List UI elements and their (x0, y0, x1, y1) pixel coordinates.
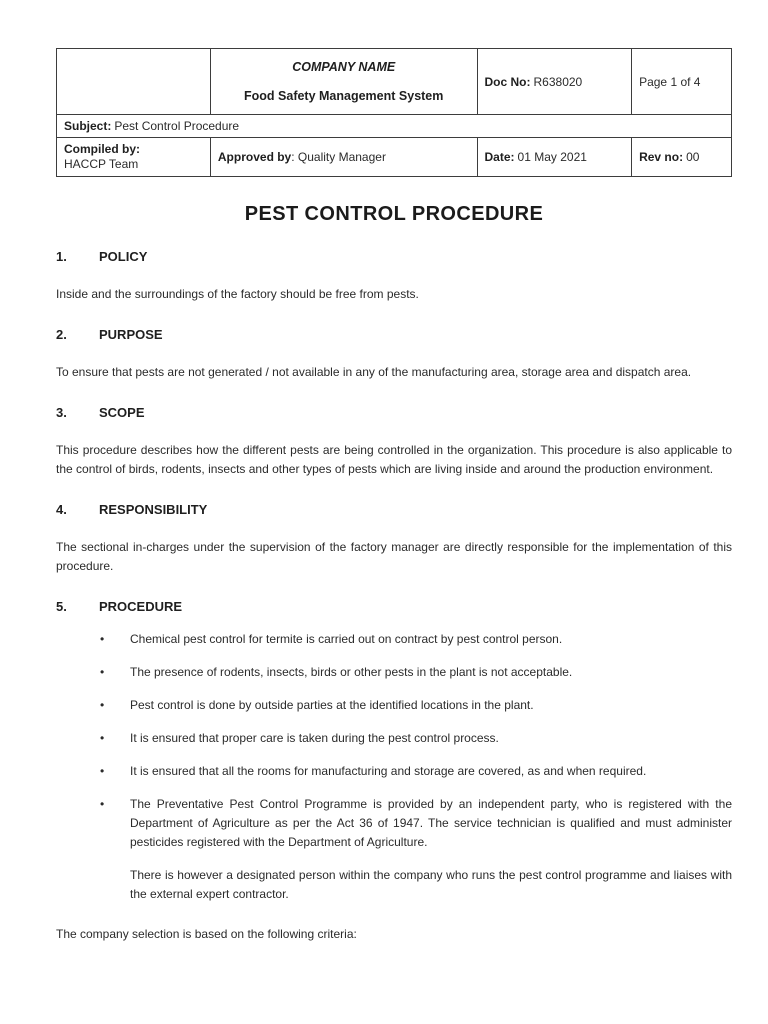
section-heading-label: RESPONSIBILITY (99, 502, 208, 517)
header-row-1 (57, 49, 732, 115)
bullet-icon: • (100, 665, 105, 679)
doc-no-value: R638020 (533, 74, 583, 89)
page-info-cell (632, 49, 732, 115)
system-name: Food Safety Management System (244, 89, 444, 103)
list-item (56, 795, 732, 852)
policy-paragraph: Inside and the surroundings of the factory should be free from pests. (56, 287, 419, 301)
approved-by-value: : Quality Manager (291, 150, 386, 164)
rev-no-value: 00 (686, 150, 700, 164)
compiled-by-value: HACCP Team (64, 157, 139, 171)
bullet-icon: • (100, 797, 105, 811)
bullet-text: It is ensured that all the rooms for manufacturing and storage are covered, as and when required. (130, 764, 647, 778)
header-row-3 (57, 138, 732, 177)
section-number: 4. (56, 502, 67, 517)
purpose-paragraph: To ensure that pests are not generated / not available in any of the manufacturing area, storage area and dispatch area. (56, 365, 692, 379)
subject-value: Pest Control Procedure (114, 119, 240, 133)
bullet-icon: • (100, 764, 105, 778)
company-cell (210, 49, 477, 115)
list-item (56, 696, 732, 715)
page-title: PEST CONTROL PROCEDURE (244, 203, 544, 225)
section-heading-label: PURPOSE (99, 327, 163, 342)
section-number: 1. (56, 249, 67, 264)
subject-label: Subject: (64, 119, 112, 133)
section-number: 3. (56, 405, 67, 420)
bullet-icon: • (100, 632, 105, 646)
list-item (56, 663, 732, 682)
section-heading-purpose (56, 325, 732, 344)
approved-by-label: Approved by (217, 150, 292, 164)
bullet-text: The presence of rodents, insects, birds or other pests in the plant is not acceptable. (130, 665, 573, 679)
page-info: Page 1 of 4 (639, 74, 701, 89)
header-row-2 (57, 115, 732, 138)
section-heading-label: PROCEDURE (99, 599, 183, 614)
rev-no-cell (632, 138, 732, 177)
responsibility-paragraph: The sectional in-charges under the supervision of the factory manager are directly responsible for the implementation of this procedure. (56, 540, 732, 573)
section-heading-policy (56, 247, 732, 266)
compiled-by-cell (57, 138, 211, 177)
section-heading-scope (56, 403, 732, 422)
section-heading-procedure (56, 597, 732, 616)
date-value: 01 May 2021 (517, 150, 587, 164)
subject-cell (57, 115, 732, 138)
scope-paragraph: This procedure describes how the different pests are being controlled in the organization. This procedure is also applicable to the control of birds, rodents, insects and other types of pests which are living inside and around the production environment. (56, 443, 732, 476)
bullet-text: The Preventative Pest Control Programme is provided by an independent party, who is registered with the Department of Agriculture as per the Act 36 of 1947. The service technician is qualified and must administer pesticides registered with the Department of Agriculture. (130, 797, 732, 849)
list-item (56, 729, 732, 748)
section-number: 2. (56, 327, 67, 342)
company-selection-line: The company selection is based on the following criteria: (56, 927, 357, 941)
section-heading-responsibility (56, 500, 732, 519)
bullet-text: Pest control is done by outside parties at the identified locations in the plant. (130, 698, 534, 712)
bullet-icon: • (100, 698, 105, 712)
section-heading-label: SCOPE (99, 405, 145, 420)
rev-no-label: Rev no: (639, 150, 684, 164)
list-item (56, 762, 732, 781)
company-name: COMPANY NAME (292, 60, 396, 74)
bullet-icon: • (100, 731, 105, 745)
header-logo-cell (57, 49, 211, 115)
document-header-table (56, 48, 732, 177)
date-label: Date: (484, 150, 515, 164)
doc-no-label: Doc No: (484, 74, 531, 89)
list-item (56, 630, 732, 649)
bullet-text: It is ensured that proper care is taken during the pest control process. (130, 731, 499, 745)
compiled-by-label: Compiled by: (64, 142, 141, 156)
section-heading-label: POLICY (99, 249, 148, 264)
date-cell (477, 138, 632, 177)
bullet-text: Chemical pest control for termite is carried out on contract by pest control person. (130, 632, 563, 646)
doc-no-cell (477, 49, 632, 115)
approved-by-cell (210, 138, 477, 177)
designated-person-note: There is however a designated person within the company who runs the pest control programme and liaises with the external expert contractor. (130, 868, 732, 901)
section-number: 5. (56, 599, 67, 614)
procedure-bullet-list (56, 630, 732, 852)
